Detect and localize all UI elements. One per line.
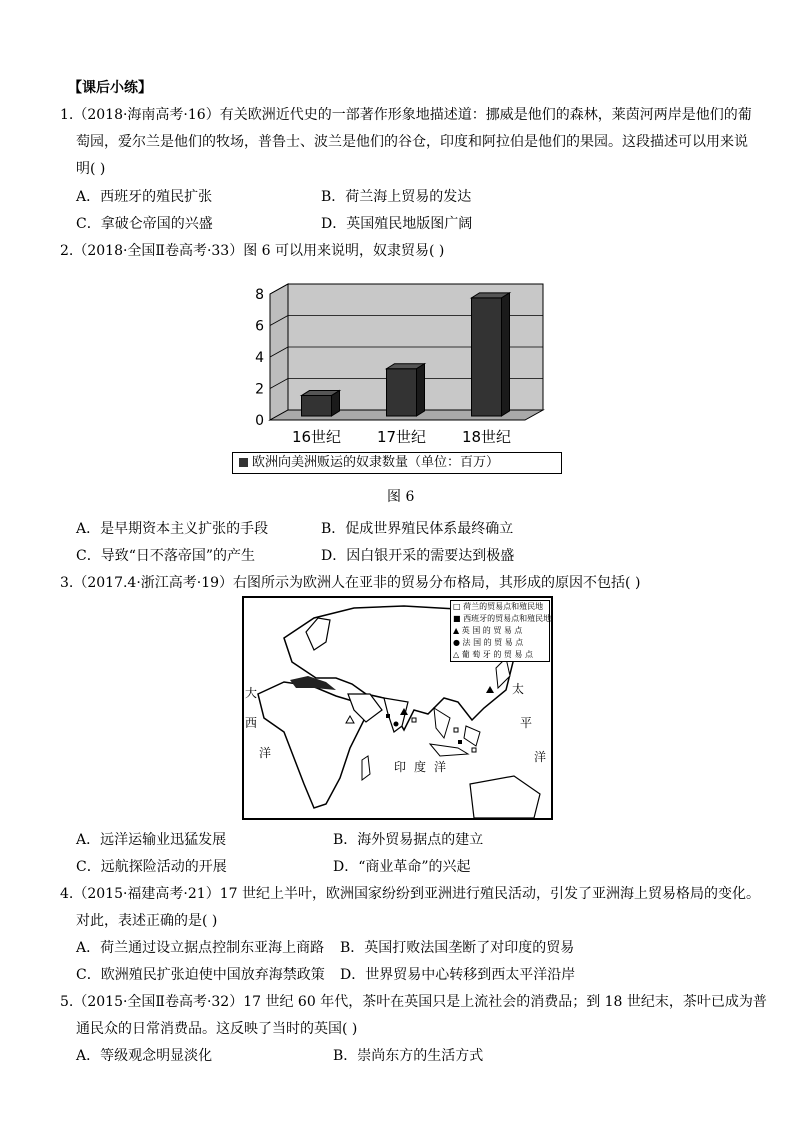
- chart-bar: [387, 369, 417, 416]
- question-4-option-d[interactable]: D．世界贸易中心转移到西太平洋沿岸: [340, 967, 576, 983]
- chart-x-tick-label: 18世纪: [461, 428, 512, 446]
- chart-bar-side: [502, 293, 510, 416]
- question-5-option-a[interactable]: A．等级观念明显淡化: [76, 1048, 213, 1064]
- question-1-line-3: 明( ): [76, 161, 106, 177]
- map-legend-dutch: □ 荷兰的贸易点和殖民地: [453, 602, 544, 611]
- question-2-option-d[interactable]: D．因白银开采的需要达到极盛: [321, 548, 515, 564]
- question-2-line-1: 2.（2018·全国Ⅱ卷高考·33）图 6 可以用来说明，奴隶贸易( ): [60, 243, 445, 259]
- chart-bar-side: [332, 391, 340, 416]
- figure-6-chart: [228, 270, 573, 480]
- chart-bar: [302, 396, 332, 416]
- chart-y-tick-label: 2: [255, 381, 264, 398]
- trade-map: [242, 596, 553, 820]
- chart-bar-side: [417, 364, 425, 416]
- question-3-option-b[interactable]: B．海外贸易据点的建立: [333, 832, 484, 848]
- question-4-line-2: 对此，表述正确的是( ): [76, 913, 218, 929]
- pacific-label: 太 平 洋: [512, 682, 547, 764]
- question-3-option-c[interactable]: C．远航探险活动的开展: [76, 859, 227, 875]
- question-2-option-b[interactable]: B．促成世界殖民体系最终确立: [321, 521, 514, 537]
- question-1-option-d[interactable]: D．英国殖民地版图广阔: [321, 216, 473, 232]
- legend-label: 欧洲向美洲贩运的奴隶数量（单位：百万）: [252, 455, 500, 470]
- question-2-option-a[interactable]: A．是早期资本主义扩张的手段: [76, 521, 269, 537]
- question-5-line-2: 通民众的日常消费品。这反映了当时的英国( ): [76, 1021, 358, 1037]
- question-4-option-c[interactable]: C．欧洲殖民扩张迫使中国放弃海禁政策: [76, 967, 325, 983]
- map-legend: [450, 600, 550, 662]
- map-legend-spanish: ■ 西班牙的贸易点和殖民地: [453, 614, 552, 623]
- indian-ocean-label: 印度洋: [394, 760, 455, 774]
- chart-y-tick-label: 6: [255, 318, 264, 335]
- atlantic-label: 大 西 洋: [245, 686, 272, 760]
- legend-swatch: [239, 458, 248, 467]
- map-legend-french: ● 法 国 的 贸 易 点: [453, 638, 524, 647]
- question-1-option-b[interactable]: B．荷兰海上贸易的发达: [321, 189, 472, 205]
- question-3-line-1: 3.（2017.4·浙江高考·19）右图所示为欧洲人在亚非的贸易分布格局，其形成的原因不包括( ): [60, 575, 641, 591]
- question-3-option-d[interactable]: D．“商业革命”的兴起: [333, 859, 471, 875]
- chart-x-tick-label: 17世纪: [376, 428, 427, 446]
- question-4-option-b[interactable]: B．英国打败法国垄断了对印度的贸易: [340, 940, 575, 956]
- question-2-option-c[interactable]: C．导致“日不落帝国”的产生: [76, 548, 256, 564]
- chart-y-tick-label: 8: [255, 287, 264, 303]
- question-1-option-a[interactable]: A．西班牙的殖民扩张: [76, 189, 213, 205]
- question-5-line-1: 5.（2015·全国Ⅱ卷高考·32）17 世纪 60 年代，茶叶在英国只是上流社会的消费品；到 18 世纪末，茶叶已成为普: [60, 994, 767, 1010]
- chart-bar: [472, 298, 502, 416]
- question-5-option-b[interactable]: B．崇尚东方的生活方式: [333, 1048, 484, 1064]
- chart-legend: [232, 452, 562, 474]
- question-1-option-c[interactable]: C．拿破仑帝国的兴盛: [76, 216, 213, 232]
- section-heading: 【课后小练】: [68, 80, 152, 96]
- question-4-option-a[interactable]: A．荷兰通过设立据点控制东亚海上商路: [76, 940, 325, 956]
- map-legend-portuguese: △ 葡 萄 牙 的 贸 易 点: [453, 650, 533, 659]
- figure-6-caption: 图 6: [387, 489, 415, 505]
- question-3-option-a[interactable]: A．远洋运输业迅猛发展: [76, 832, 227, 848]
- question-4-line-1: 4.（2015·福建高考·21）17 世纪上半叶，欧洲国家纷纷到亚洲进行殖民活动，引发了亚洲海上贸易格局的变化。: [60, 886, 760, 902]
- chart-y-tick-label: 0: [255, 413, 264, 429]
- question-1-line-1: 1.（2018·海南高考·16）有关欧洲近代史的一部著作形象地描述道：挪威是他们的森林，莱茵河两岸是他们的葡: [60, 107, 752, 123]
- chart-x-tick-label: 16世纪: [291, 428, 342, 446]
- question-1-line-2: 萄园，爱尔兰是他们的牧场，普鲁士、波兰是他们的谷仓，印度和阿拉伯是他们的果园。这段描述可以用来说: [76, 134, 748, 150]
- chart-y-tick-label: 4: [255, 350, 264, 366]
- map-legend-british: ▲ 英 国 的 贸 易 点: [453, 626, 523, 635]
